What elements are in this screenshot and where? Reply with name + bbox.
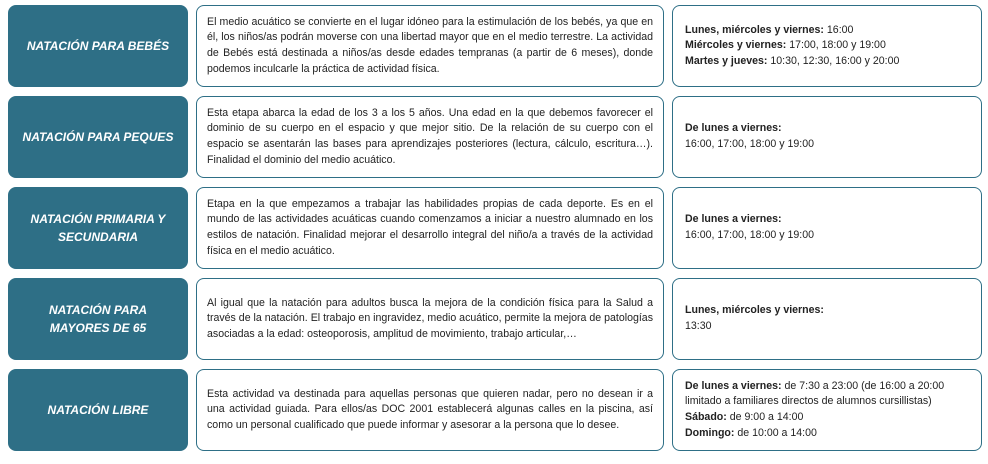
description-text: Etapa en la que empezamos a trabajar las habilidades propias de cada deporte. Es en el mundo de las actividades acuáticas cuando comenzamos a iniciar a nuestro alumnado en los estilos de natación. Finalidad mejorar el desarrollo integral del niño/a a través de la actividad física en el medio acuático. bbox=[207, 197, 653, 257]
activity-title: NATACIÓN PARA MAYORES DE 65 bbox=[8, 278, 188, 360]
schedule-times: 16:00 bbox=[823, 23, 854, 36]
activity-row-peques bbox=[8, 96, 982, 178]
activity-title: NATACIÓN PARA PEQUES bbox=[8, 96, 188, 178]
description-text: Esta etapa abarca la edad de los 3 a los 5 años. Una edad en la que debemos favorecer el dominio de su cuerpo en el espacio y que mejor sitio. De la relación de su cuerpo con el espacio se asentarán las bases para aprendizajes posteriores (lectura, cálculo, escritura…). Finalidad el dominio del medio acuático. bbox=[207, 106, 653, 166]
activity-description bbox=[196, 369, 664, 451]
schedule-line bbox=[685, 121, 969, 137]
schedule-line bbox=[685, 38, 969, 54]
activity-description bbox=[196, 187, 664, 269]
activity-row-mayores-65 bbox=[8, 278, 982, 360]
activity-row-bebes bbox=[8, 5, 982, 87]
schedule-line bbox=[685, 54, 969, 70]
activity-description bbox=[196, 278, 664, 360]
schedule-times: 16:00, 17:00, 18:00 y 19:00 bbox=[685, 229, 814, 241]
schedule-times: 13:30 bbox=[685, 320, 712, 332]
schedule-times: 17:00, 18:00 y 19:00 bbox=[786, 39, 886, 52]
activity-schedule bbox=[672, 278, 982, 360]
activity-description bbox=[196, 5, 664, 87]
activity-schedule bbox=[672, 187, 982, 269]
schedule-times: 10:30, 12:30, 16:00 y 20:00 bbox=[767, 54, 900, 67]
activity-schedule bbox=[672, 5, 982, 87]
schedule-days: Lunes, miércoles y viernes: bbox=[685, 23, 824, 36]
activity-row-libre bbox=[8, 369, 982, 451]
schedule-days: Miércoles y viernes: bbox=[685, 39, 787, 52]
schedule-line bbox=[685, 410, 969, 426]
schedule-days: Domingo: bbox=[685, 426, 735, 439]
schedule-times: 16:00, 17:00, 18:00 y 19:00 bbox=[685, 138, 814, 150]
schedule-line bbox=[685, 228, 969, 244]
activity-schedule bbox=[672, 369, 982, 451]
schedule-days: Sábado: bbox=[685, 411, 727, 423]
description-text: El medio acuático se convierte en el lugar idóneo para la estimulación de los bebés, ya que en él, los niños/as podrán moverse con una libertad mayor que en el medio terrestre. La actividad de Bebés está destinada a niños/as desde edades tempranas (a partir de 6 meses), donde podemos inculcarle la práctica de actividad física. bbox=[207, 15, 653, 75]
activity-title: NATACIÓN PRIMARIA Y SECUNDARIA bbox=[8, 187, 188, 269]
schedule-line bbox=[685, 303, 969, 319]
description-text: Al igual que la natación para adultos busca la mejora de la condición física para la Salud a través de la natación. El trabajo en ingravidez, medio acuático, permite la mejora de patologías asociadas a la edad: osteoporosis, amplitud de movimiento, trabajo articular,… bbox=[207, 296, 653, 340]
schedule-times: de 10:00 a 14:00 bbox=[734, 426, 817, 439]
schedule-days: De lunes a viernes: bbox=[685, 122, 782, 135]
schedule-days: De lunes a viernes: bbox=[685, 379, 782, 392]
schedule-line bbox=[685, 426, 969, 442]
schedule-times: de 7:30 a 23:00 (de 16:00 a 20:00 limitado a familiares directos de alumnos cursillistas) bbox=[685, 379, 945, 408]
activity-description bbox=[196, 96, 664, 178]
activity-title: NATACIÓN LIBRE bbox=[8, 369, 188, 451]
activity-title: NATACIÓN PARA BEBÉS bbox=[8, 5, 188, 87]
schedule-times: de 9:00 a 14:00 bbox=[726, 411, 804, 423]
schedule-line bbox=[685, 379, 969, 410]
schedule-days: Lunes, miércoles y viernes: bbox=[685, 304, 824, 317]
schedule-days: De lunes a viernes: bbox=[685, 213, 782, 226]
activity-schedule bbox=[672, 96, 982, 178]
schedule-line bbox=[685, 212, 969, 228]
activity-row-primaria-secundaria bbox=[8, 187, 982, 269]
schedule-line bbox=[685, 23, 969, 39]
schedule-days: Martes y jueves: bbox=[685, 54, 768, 67]
schedule-line bbox=[685, 319, 969, 335]
schedule-line bbox=[685, 137, 969, 153]
description-text: Esta actividad va destinada para aquellas personas que quieren nadar, pero no desean ir a una actividad guiada. Para ellos/as DOC 2001 establecerá algunas calles en la piscina, así como un personal cualificado que puede informar y asesorar a la persona que lo desee. bbox=[207, 387, 653, 431]
